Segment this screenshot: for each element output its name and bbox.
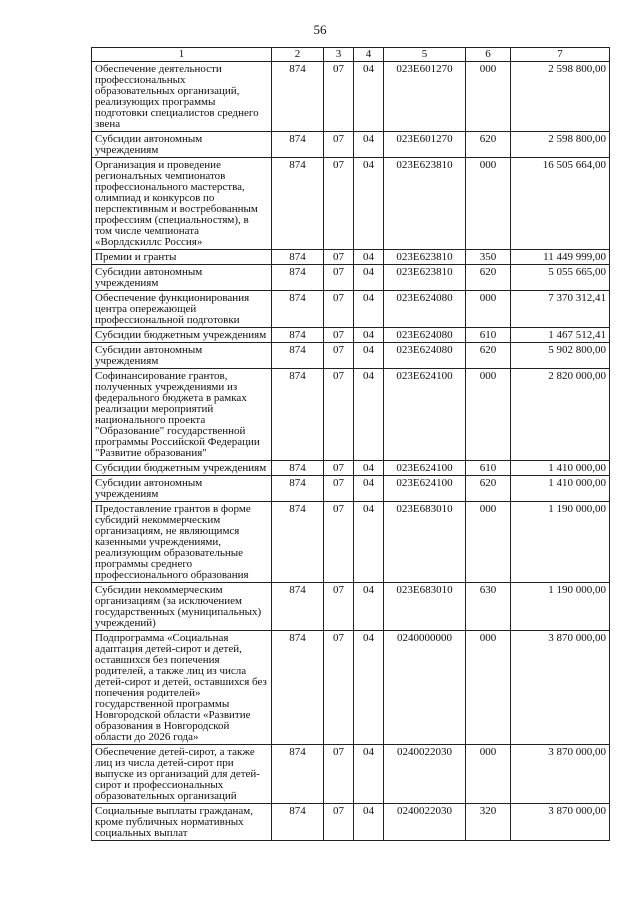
- cell-name: Субсидии автономным учреждениям: [92, 132, 272, 158]
- table-row: [92, 62, 610, 132]
- table-row: [92, 250, 610, 265]
- cell-rz: 07: [324, 745, 354, 804]
- cell-grbs: 874: [272, 631, 324, 745]
- cell-grbs: 874: [272, 132, 324, 158]
- cell-vr: 000: [466, 502, 511, 583]
- cell-sum: 3 870 000,00: [511, 804, 610, 841]
- cell-sum: 3 870 000,00: [511, 745, 610, 804]
- cell-pr: 04: [354, 745, 384, 804]
- cell-pr: 04: [354, 476, 384, 502]
- cell-pr: 04: [354, 631, 384, 745]
- cell-grbs: 874: [272, 250, 324, 265]
- col-header: 7: [511, 48, 610, 62]
- cell-vr: 000: [466, 631, 511, 745]
- cell-vr: 620: [466, 265, 511, 291]
- cell-grbs: 874: [272, 583, 324, 631]
- cell-pr: 04: [354, 369, 384, 461]
- cell-grbs: 874: [272, 476, 324, 502]
- cell-csr: 023Е624100: [384, 476, 466, 502]
- col-header: 4: [354, 48, 384, 62]
- cell-pr: 04: [354, 804, 384, 841]
- cell-name: Обеспечение детей-сирот, а также лиц из числа детей-сирот при выпуске из организаций для детей-сирот и профессиональных образовательных организаций: [92, 745, 272, 804]
- cell-pr: 04: [354, 291, 384, 328]
- cell-csr: 023Е623810: [384, 158, 466, 250]
- cell-sum: 3 870 000,00: [511, 631, 610, 745]
- cell-vr: 610: [466, 461, 511, 476]
- cell-vr: 350: [466, 250, 511, 265]
- cell-csr: 0240022030: [384, 745, 466, 804]
- cell-name: Обеспечение деятельности профессиональных образовательных организаций, реализующих программы подготовки специалистов среднего звена: [92, 62, 272, 132]
- cell-sum: 16 505 664,00: [511, 158, 610, 250]
- cell-name: Предоставление грантов в форме субсидий некоммерческим организациям, не являющимся казенными учреждениями, реализующим образовательные программы среднего профессионального образования: [92, 502, 272, 583]
- cell-sum: 5 902 800,00: [511, 343, 610, 369]
- cell-rz: 07: [324, 804, 354, 841]
- cell-csr: 023Е624080: [384, 291, 466, 328]
- cell-rz: 07: [324, 250, 354, 265]
- table-row: [92, 745, 610, 804]
- cell-grbs: 874: [272, 265, 324, 291]
- cell-sum: 1 467 512,41: [511, 328, 610, 343]
- cell-sum: 11 449 999,00: [511, 250, 610, 265]
- cell-vr: 000: [466, 291, 511, 328]
- cell-name: Субсидии некоммерческим организациям (за исключением государственных (муниципальных) учреждений): [92, 583, 272, 631]
- cell-rz: 07: [324, 369, 354, 461]
- cell-rz: 07: [324, 265, 354, 291]
- cell-rz: 07: [324, 343, 354, 369]
- cell-vr: 620: [466, 476, 511, 502]
- cell-csr: 023Е601270: [384, 132, 466, 158]
- cell-pr: 04: [354, 328, 384, 343]
- cell-name: Социальные выплаты гражданам, кроме публичных нормативных социальных выплат: [92, 804, 272, 841]
- cell-rz: 07: [324, 583, 354, 631]
- col-header: 6: [466, 48, 511, 62]
- cell-vr: 000: [466, 745, 511, 804]
- cell-csr: 023Е683010: [384, 583, 466, 631]
- cell-pr: 04: [354, 343, 384, 369]
- cell-csr: 023Е624080: [384, 343, 466, 369]
- col-header: 5: [384, 48, 466, 62]
- table-row: [92, 132, 610, 158]
- cell-sum: 1 410 000,00: [511, 476, 610, 502]
- page-number: 56: [313, 22, 327, 37]
- cell-name: Субсидии бюджетным учреждениям: [92, 328, 272, 343]
- cell-sum: 2 820 000,00: [511, 369, 610, 461]
- cell-rz: 07: [324, 62, 354, 132]
- cell-name: Субсидии автономным учреждениям: [92, 343, 272, 369]
- cell-pr: 04: [354, 265, 384, 291]
- cell-pr: 04: [354, 250, 384, 265]
- cell-grbs: 874: [272, 745, 324, 804]
- cell-pr: 04: [354, 158, 384, 250]
- cell-pr: 04: [354, 583, 384, 631]
- cell-sum: 1 190 000,00: [511, 502, 610, 583]
- cell-sum: 1 410 000,00: [511, 461, 610, 476]
- cell-name: Премии и гранты: [92, 250, 272, 265]
- cell-pr: 04: [354, 132, 384, 158]
- cell-csr: 023Е624080: [384, 328, 466, 343]
- cell-csr: 023Е624100: [384, 461, 466, 476]
- table-row: [92, 369, 610, 461]
- table-row: [92, 502, 610, 583]
- cell-csr: 0240000000: [384, 631, 466, 745]
- cell-name: Субсидии автономным учреждениям: [92, 476, 272, 502]
- cell-sum: 2 598 800,00: [511, 62, 610, 132]
- table-row: [92, 328, 610, 343]
- cell-rz: 07: [324, 328, 354, 343]
- cell-grbs: 874: [272, 804, 324, 841]
- cell-grbs: 874: [272, 502, 324, 583]
- cell-rz: 07: [324, 502, 354, 583]
- cell-grbs: 874: [272, 328, 324, 343]
- table-row: [92, 291, 610, 328]
- cell-grbs: 874: [272, 291, 324, 328]
- cell-name: Субсидии бюджетным учреждениям: [92, 461, 272, 476]
- cell-sum: 2 598 800,00: [511, 132, 610, 158]
- cell-pr: 04: [354, 502, 384, 583]
- cell-csr: 0240022030: [384, 804, 466, 841]
- cell-pr: 04: [354, 62, 384, 132]
- cell-vr: 000: [466, 62, 511, 132]
- cell-name: Субсидии автономным учреждениям: [92, 265, 272, 291]
- cell-csr: 023Е601270: [384, 62, 466, 132]
- table-row: [92, 158, 610, 250]
- budget-table: [91, 47, 610, 841]
- cell-grbs: 874: [272, 369, 324, 461]
- cell-grbs: 874: [272, 62, 324, 132]
- cell-vr: 610: [466, 328, 511, 343]
- cell-vr: 000: [466, 158, 511, 250]
- cell-grbs: 874: [272, 461, 324, 476]
- table-row: [92, 343, 610, 369]
- table-row: [92, 804, 610, 841]
- cell-grbs: 874: [272, 158, 324, 250]
- cell-csr: 023Е624100: [384, 369, 466, 461]
- cell-vr: 320: [466, 804, 511, 841]
- table-row: [92, 476, 610, 502]
- cell-rz: 07: [324, 132, 354, 158]
- table-row: [92, 461, 610, 476]
- cell-grbs: 874: [272, 343, 324, 369]
- table-row: [92, 631, 610, 745]
- col-header: 2: [272, 48, 324, 62]
- cell-sum: 1 190 000,00: [511, 583, 610, 631]
- cell-name: Организация и проведение регионалъных чемпионатов профессионального мастерства, олимпиад и конкурсов по перспективным и востребованным профессиям (специальностям), в том числе чемпионата «Ворлдскиллс Россия»: [92, 158, 272, 250]
- cell-csr: 023Е623810: [384, 250, 466, 265]
- col-header: 1: [92, 48, 272, 62]
- cell-rz: 07: [324, 158, 354, 250]
- cell-pr: 04: [354, 461, 384, 476]
- cell-rz: 07: [324, 461, 354, 476]
- table-row: [92, 583, 610, 631]
- cell-rz: 07: [324, 291, 354, 328]
- cell-name: Софинансирование грантов, полученных учреждениями из федерального бюджета в рамках реализации мероприятий национального проекта "Образование" государственной программы Российской Федерации "Развитие образования": [92, 369, 272, 461]
- cell-vr: 000: [466, 369, 511, 461]
- cell-rz: 07: [324, 631, 354, 745]
- cell-csr: 023Е623810: [384, 265, 466, 291]
- cell-sum: 5 055 665,00: [511, 265, 610, 291]
- cell-vr: 620: [466, 343, 511, 369]
- header-row: [92, 48, 610, 62]
- col-header: 3: [324, 48, 354, 62]
- cell-sum: 7 370 312,41: [511, 291, 610, 328]
- cell-name: Подпрограмма «Социальная адаптация детей-сирот и детей, оставшихся без попечения родителей, а также лиц из числа детей-сирот и детей, оставшихся без попечения родителей» государственной программы Новгородской области «Развитие образования в Новгородской области до 2026 года»: [92, 631, 272, 745]
- table-row: [92, 265, 610, 291]
- cell-vr: 630: [466, 583, 511, 631]
- cell-csr: 023Е683010: [384, 502, 466, 583]
- cell-name: Обеспечение функционирования центра опережающей профессиональной подготовки: [92, 291, 272, 328]
- cell-rz: 07: [324, 476, 354, 502]
- cell-vr: 620: [466, 132, 511, 158]
